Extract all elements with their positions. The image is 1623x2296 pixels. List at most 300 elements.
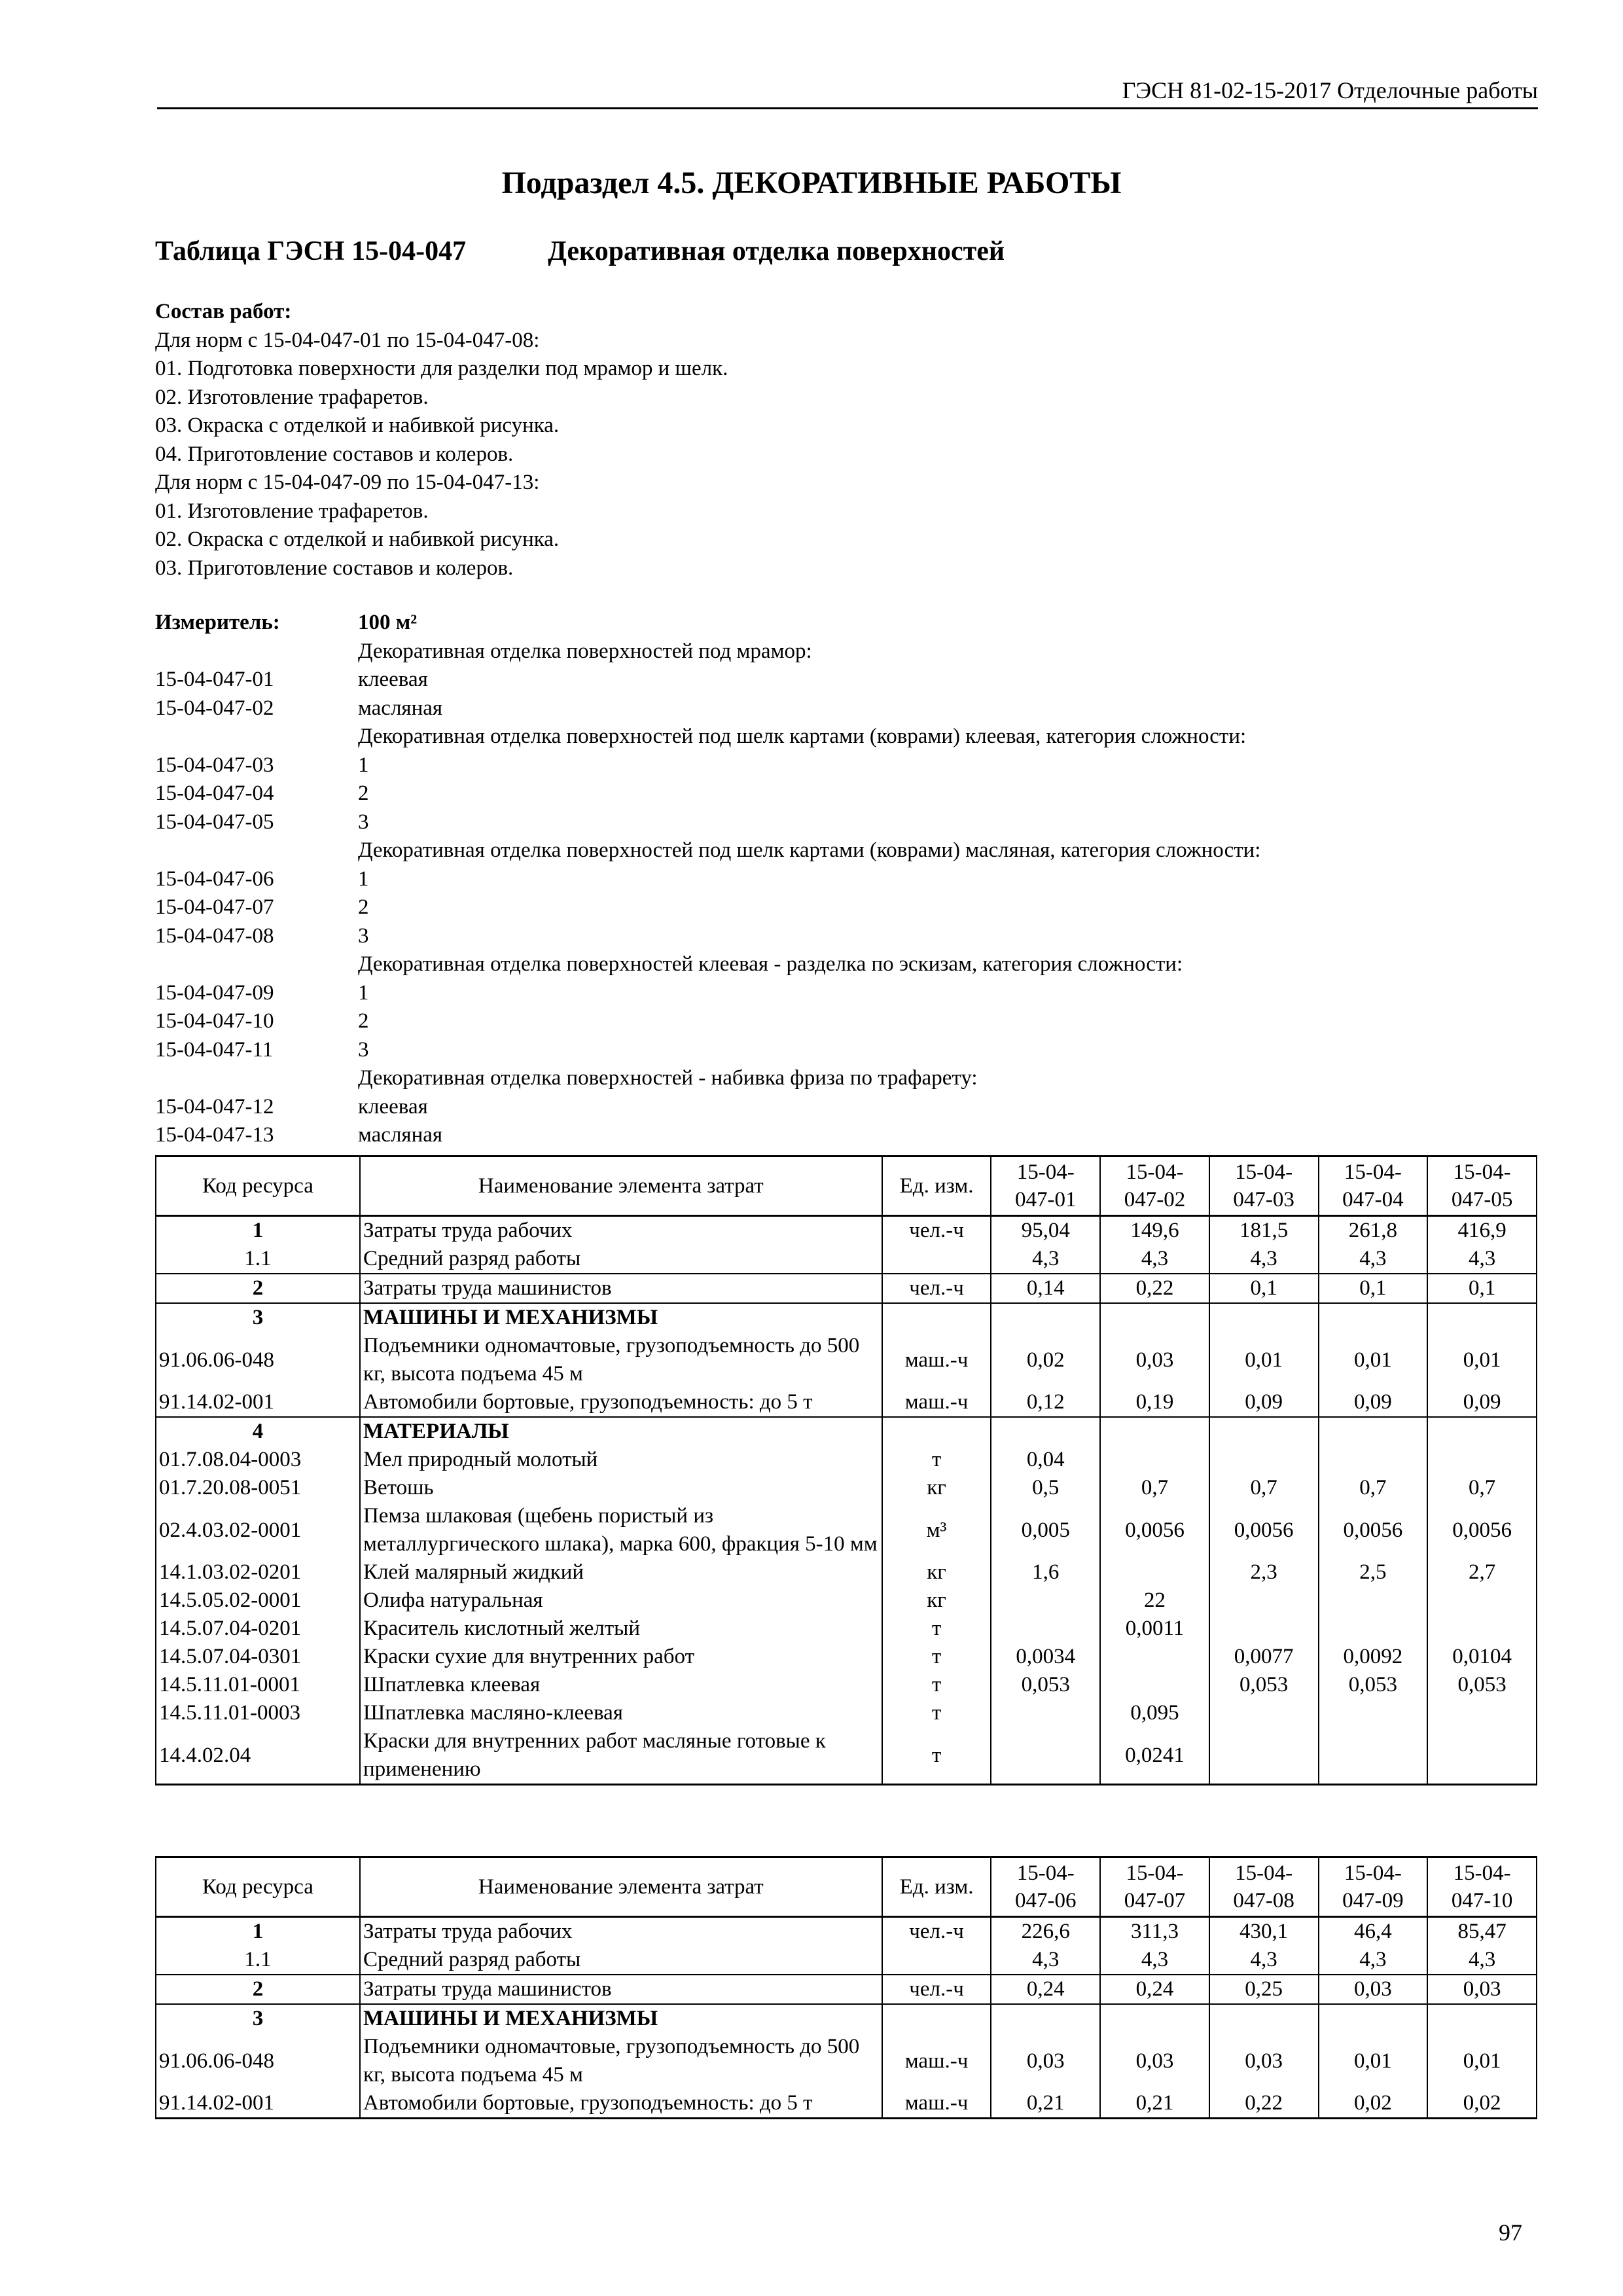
norm-code [155,1064,358,1093]
norm-value [1319,1417,1428,1446]
composition-line: Для норм с 15-04-047-01 по 15-04-047-08: [155,328,540,352]
norm-value: 85,47 [1427,1917,1537,1946]
norm-code: 15-04-047-04 [155,781,274,805]
cost-element-name: МАТЕРИАЛЫ [360,1417,882,1446]
norm-value [1209,1417,1319,1446]
resource-code: 2 [156,1975,360,2004]
unit-cell: т [882,1727,991,1785]
resource-code: 2 [156,1274,360,1303]
table-header-row [156,1157,1537,1216]
norm-value: 0,7 [1209,1474,1319,1502]
unit-cell: кг [882,1587,991,1615]
norm-value [1319,1615,1428,1643]
meter-row [155,893,1260,922]
norm-description: Декоративная отделка поверхностей - набивка фриза по трафарету: [358,1066,978,1090]
norm-value [1319,1699,1428,1727]
table-row [156,1417,1537,1446]
resource-code: 14.5.07.04-0301 [156,1643,360,1671]
norm-description: масляная [358,1123,443,1147]
table-title [155,236,1005,267]
table-row [156,1245,1537,1274]
norm-value: 0,21 [1100,2089,1209,2119]
table-row [156,1474,1537,1502]
meter-row [155,836,1260,865]
resource-code: 14.5.11.01-0003 [156,1699,360,1727]
unit-cell: т [882,1643,991,1671]
norm-value [991,1699,1100,1727]
norm-code: 15-04-047-12 [155,1094,274,1119]
norm-description: 3 [358,1037,369,1062]
norm-value: 0,09 [1427,1388,1537,1417]
table-number: Таблица ГЭСН 15-04-047 [155,236,467,266]
table-row [156,1643,1537,1671]
norm-value: 0,0241 [1100,1727,1209,1785]
cost-element-name: Клей малярный жидкий [360,1558,882,1587]
norm-code: 15-04-047-01 [155,668,274,691]
norm-value: 4,3 [1100,1946,1209,1975]
cost-element-name: Автомобили бортовые, грузоподъемность: до 5 т [360,1388,882,1417]
norm-description: клеевая [358,668,428,691]
table-row [156,1615,1537,1643]
norm-value: 0,01 [1427,2033,1537,2089]
meter-row [155,780,1260,808]
norm-value [1319,1446,1428,1474]
table-row [156,2004,1537,2033]
unit-cell [882,1245,991,1274]
composition-line: 03. Приготовление составов и колеров. [155,556,514,580]
meter-row [155,1093,1260,1122]
norm-value: 0,04 [991,1446,1100,1474]
cost-element-name: Затраты труда рабочих [360,1917,882,1946]
norm-value: 0,02 [1319,2089,1428,2119]
meter-row [155,694,1260,723]
resource-code: 1.1 [156,1946,360,1975]
norm-value: 0,5 [991,1474,1100,1502]
norm-value: 181,5 [1209,1216,1319,1246]
cost-element-name: Затраты труда рабочих [360,1216,882,1246]
norm-description: 3 [358,810,369,834]
unit-cell: маш.-ч [882,2089,991,2119]
resource-table-2 [155,1856,1537,2119]
meter-block [155,609,1260,1150]
norm-value: 0,01 [1319,1332,1428,1388]
running-header: ГЭСН 81-02-15-2017 Отделочные работы [157,73,1538,109]
norm-code [155,637,358,666]
norm-value [1209,1446,1319,1474]
table-row [156,1917,1537,1946]
norm-code: 15-04-047-07 [155,895,274,919]
cost-element-name: Краситель кислотный желтый [360,1615,882,1643]
column-header: Наименование элемента затрат [360,1857,882,1917]
norm-value [1209,1303,1319,1332]
norm-value: 0,03 [1319,1975,1428,2004]
norm-value [1209,1727,1319,1785]
norm-value: 0,053 [1319,1671,1428,1699]
norm-value [1209,1615,1319,1643]
norm-value: 0,7 [1427,1474,1537,1502]
cost-element-name: МАШИНЫ И МЕХАНИЗМЫ [360,1303,882,1332]
meter-row [155,922,1260,951]
resource-code: 01.7.20.08-0051 [156,1474,360,1502]
cost-element-name: Ветошь [360,1474,882,1502]
composition-line: 02. Окраска с отделкой и набивкой рисунка. [155,528,560,551]
norm-value: 4,3 [1319,1245,1428,1274]
cost-element-name: Мел природный молотый [360,1446,882,1474]
column-header: 15-04- 047-10 [1427,1857,1537,1917]
norm-value: 0,0056 [1319,1502,1428,1558]
norm-description: Декоративная отделка поверхностей клеевая - разделка по эскизам, категория сложности: [358,952,1183,976]
norm-value [991,1615,1100,1643]
norm-value: 0,1 [1319,1274,1428,1303]
column-header: 15-04- 047-03 [1209,1157,1319,1216]
norm-value: 0,0056 [1100,1502,1209,1558]
meter-row [155,865,1260,894]
norm-description: масляная [358,696,443,720]
norm-value: 0,01 [1319,2033,1428,2089]
unit-cell [882,2004,991,2033]
norm-value: 0,19 [1100,1388,1209,1417]
column-header: 15-04- 047-05 [1427,1157,1537,1216]
norm-value: 0,03 [1209,2033,1319,2089]
norm-code: 15-04-047-06 [155,867,274,891]
cost-element-name: Шпатлевка клеевая [360,1671,882,1699]
composition-line: 04. Приготовление составов и колеров. [155,442,514,466]
norm-description: 3 [358,924,369,948]
norm-description: Декоративная отделка поверхностей под мрамор: [358,639,812,663]
norm-code [155,723,358,751]
norm-value: 2,7 [1427,1558,1537,1587]
norm-value [1427,2004,1537,2033]
norm-value [1100,1303,1209,1332]
cost-element-name: Подъемники одномачтовые, грузоподъемность до 500 кг, высота подъема 45 м [360,1332,882,1388]
cost-element-name: Пемза шлаковая (щебень пористый из металлургического шлака), марка 600, фракция 5-10 мм [360,1502,882,1558]
norm-value: 261,8 [1319,1216,1428,1246]
column-header: 15-04- 047-09 [1319,1857,1428,1917]
page-number: 97 [1499,2219,1522,2246]
table-row [156,1388,1537,1417]
norm-value [1319,2004,1428,2033]
norm-description: 2 [358,1009,369,1033]
norm-value: 2,5 [1319,1558,1428,1587]
norm-value: 0,14 [991,1274,1100,1303]
table-row [156,1216,1537,1246]
norm-value [1427,1615,1537,1643]
norm-value [1319,1303,1428,1332]
composition-heading: Состав работ: [155,300,292,323]
norm-value [1209,1587,1319,1615]
norm-value: 0,02 [1427,2089,1537,2119]
norm-value [1100,2004,1209,2033]
norm-value: 0,25 [1209,1975,1319,2004]
norm-description: 1 [358,980,369,1005]
norm-description: 1 [358,867,369,891]
table-row [156,1587,1537,1615]
norm-value: 0,0077 [1209,1643,1319,1671]
table-row [156,1558,1537,1587]
norm-value: 0,0056 [1209,1502,1319,1558]
norm-value: 0,09 [1209,1388,1319,1417]
norm-value: 0,02 [991,1332,1100,1388]
table-row [156,1975,1537,2004]
meter-row [155,637,1260,666]
norm-value [1100,1643,1209,1671]
norm-value: 0,0104 [1427,1643,1537,1671]
norm-value: 0,22 [1209,2089,1319,2119]
meter-row [155,1064,1260,1093]
cost-element-name: Средний разряд работы [360,1946,882,1975]
table-row [156,1303,1537,1332]
resource-code: 3 [156,2004,360,2033]
meter-row [155,1036,1260,1065]
norm-value: 0,22 [1100,1274,1209,1303]
norm-value: 0,1 [1427,1274,1537,1303]
cost-element-name: Затраты труда машинистов [360,1274,882,1303]
table-row [156,1699,1537,1727]
cost-element-name: Затраты труда машинистов [360,1975,882,2004]
unit-cell: маш.-ч [882,2033,991,2089]
resource-code: 02.4.03.02-0001 [156,1502,360,1558]
norm-value: 0,03 [1100,2033,1209,2089]
norm-value [991,1417,1100,1446]
norm-code [155,950,358,979]
norm-value [1427,1587,1537,1615]
norm-value: 0,03 [991,2033,1100,2089]
norm-code: 15-04-047-11 [155,1037,274,1062]
table-row [156,2089,1537,2119]
column-header: 15-04- 047-04 [1319,1157,1428,1216]
norm-value: 0,24 [1100,1975,1209,2004]
norm-description: 2 [358,781,369,805]
norm-value [1427,1446,1537,1474]
resource-code: 91.14.02-001 [156,2089,360,2119]
norm-value: 46,4 [1319,1917,1428,1946]
table-name: Декоративная отделка поверхностей [548,236,1005,266]
norm-code: 15-04-047-08 [155,924,274,948]
unit-cell: т [882,1671,991,1699]
meter-unit: 100 м² [358,611,418,634]
cost-element-name: Автомобили бортовые, грузоподъемность: до 5 т [360,2089,882,2119]
norm-value: 4,3 [1319,1946,1428,1975]
meter-row [155,979,1260,1008]
norm-value [1319,1587,1428,1615]
norm-description: Декоративная отделка поверхностей под шелк картами (коврами) клеевая, категория сложности: [358,725,1247,748]
meter-row [155,751,1260,780]
unit-cell: т [882,1699,991,1727]
table-row [156,1671,1537,1699]
resource-code: 1 [156,1216,360,1246]
norm-value: 4,3 [1209,1946,1319,1975]
norm-value [1100,1671,1209,1699]
norm-code: 15-04-047-05 [155,810,274,834]
resource-code: 1.1 [156,1245,360,1274]
norm-value: 4,3 [991,1946,1100,1975]
meter-row [155,1121,1260,1150]
unit-cell: кг [882,1558,991,1587]
table-row [156,1946,1537,1975]
norm-code: 15-04-047-10 [155,1009,274,1033]
column-header: Ед. изм. [882,1857,991,1917]
norm-value: 311,3 [1100,1917,1209,1946]
norm-value [1427,1303,1537,1332]
table-header-row [156,1857,1537,1917]
norm-value: 0,053 [1427,1671,1537,1699]
norm-value: 4,3 [1209,1245,1319,1274]
table-row [156,2033,1537,2089]
cost-element-name: МАШИНЫ И МЕХАНИЗМЫ [360,2004,882,2033]
norm-value: 0,095 [1100,1699,1209,1727]
norm-value: 149,6 [1100,1216,1209,1246]
norm-code [155,836,358,865]
norm-value: 0,7 [1319,1474,1428,1502]
norm-description: клеевая [358,1094,428,1119]
composition-line: 03. Окраска с отделкой и набивкой рисунка. [155,414,560,437]
table-row [156,1274,1537,1303]
norm-code: 15-04-047-03 [155,753,274,777]
norm-value: 0,01 [1209,1332,1319,1388]
unit-cell: чел.-ч [882,1975,991,2004]
norm-code: 15-04-047-09 [155,980,274,1005]
norm-value: 0,7 [1100,1474,1209,1502]
norm-value: 0,005 [991,1502,1100,1558]
unit-cell: маш.-ч [882,1332,991,1388]
meter-row [155,666,1260,694]
unit-cell: маш.-ч [882,1388,991,1417]
column-header: 15-04- 047-01 [991,1157,1100,1216]
resource-code: 4 [156,1417,360,1446]
table-row [156,1502,1537,1558]
work-composition [155,298,728,583]
column-header: 15-04- 047-08 [1209,1857,1319,1917]
unit-cell: чел.-ч [882,1274,991,1303]
column-header: Код ресурса [156,1157,360,1216]
norm-value: 1,6 [991,1558,1100,1587]
unit-cell: чел.-ч [882,1216,991,1246]
unit-cell: чел.-ч [882,1917,991,1946]
column-header: 15-04- 047-02 [1100,1157,1209,1216]
norm-value [1209,1699,1319,1727]
cost-element-name: Краски для внутренних работ масляные готовые к применению [360,1727,882,1785]
norm-value [1427,1699,1537,1727]
column-header: Код ресурса [156,1857,360,1917]
norm-description: Декоративная отделка поверхностей под шелк картами (коврами) масляная, категория сложности: [358,838,1261,862]
resource-code: 3 [156,1303,360,1332]
resource-table-1 [155,1155,1537,1785]
cost-element-name: Средний разряд работы [360,1245,882,1274]
norm-value [1100,1446,1209,1474]
norm-description: 1 [358,753,369,777]
meter-row [155,723,1260,751]
resource-code: 14.1.03.02-0201 [156,1558,360,1587]
cost-element-name: Подъемники одномачтовые, грузоподъемность до 500 кг, высота подъема 45 м [360,2033,882,2089]
resource-code: 14.5.05.02-0001 [156,1587,360,1615]
norm-value [991,1727,1100,1785]
norm-value: 95,04 [991,1216,1100,1246]
table-row [156,1727,1537,1785]
resource-code: 14.5.07.04-0201 [156,1615,360,1643]
norm-value: 4,3 [1100,1245,1209,1274]
norm-value: 0,01 [1427,1332,1537,1388]
meter-row [155,950,1260,979]
norm-value: 0,0056 [1427,1502,1537,1558]
norm-value: 0,053 [991,1671,1100,1699]
meter-row [155,808,1260,837]
norm-value: 0,053 [1209,1671,1319,1699]
norm-value: 226,6 [991,1917,1100,1946]
meter-row [155,1007,1260,1036]
norm-value: 0,03 [1100,1332,1209,1388]
norm-value: 0,21 [991,2089,1100,2119]
meter-label: Измеритель: [155,611,280,634]
unit-cell [882,1303,991,1332]
norm-value: 0,12 [991,1388,1100,1417]
norm-value: 416,9 [1427,1216,1537,1246]
norm-value [1209,2004,1319,2033]
norm-value [1100,1558,1209,1587]
resource-code: 14.5.11.01-0001 [156,1671,360,1699]
unit-cell: м³ [882,1502,991,1558]
column-header: Наименование элемента затрат [360,1157,882,1216]
norm-code: 15-04-047-13 [155,1123,274,1147]
norm-value: 0,0092 [1319,1643,1428,1671]
norm-value [1319,1727,1428,1785]
norm-value: 2,3 [1209,1558,1319,1587]
cost-element-name: Олифа натуральная [360,1587,882,1615]
composition-line: 02. Изготовление трафаретов. [155,385,429,409]
norm-value [991,1303,1100,1332]
composition-line: Для норм с 15-04-047-09 по 15-04-047-13: [155,471,540,494]
norm-value: 22 [1100,1587,1209,1615]
column-header: Ед. изм. [882,1157,991,1216]
norm-value: 0,0034 [991,1643,1100,1671]
unit-cell [882,1417,991,1446]
resource-code: 91.14.02-001 [156,1388,360,1417]
norm-value: 0,0011 [1100,1615,1209,1643]
norm-value: 0,09 [1319,1388,1428,1417]
table-row [156,1446,1537,1474]
section-title: Подраздел 4.5. ДЕКОРАТИВНЫЕ РАБОТЫ [501,166,1122,200]
column-header: 15-04- 047-06 [991,1857,1100,1917]
table-row [156,1332,1537,1388]
norm-value [991,2004,1100,2033]
composition-line: 01. Изготовление трафаретов. [155,499,429,523]
resource-code: 01.7.08.04-0003 [156,1446,360,1474]
resource-code: 91.06.06-048 [156,2033,360,2089]
norm-value: 4,3 [1427,1946,1537,1975]
cost-element-name: Шпатлевка масляно-клеевая [360,1699,882,1727]
norm-value: 0,24 [991,1975,1100,2004]
resource-code: 91.06.06-048 [156,1332,360,1388]
norm-value [1427,1417,1537,1446]
norm-value [991,1587,1100,1615]
norm-code: 15-04-047-02 [155,696,274,720]
resource-code: 1 [156,1917,360,1946]
resource-code: 14.4.02.04 [156,1727,360,1785]
norm-value: 0,03 [1427,1975,1537,2004]
norm-description: 2 [358,895,369,919]
composition-line: 01. Подготовка поверхности для разделки под мрамор и шелк. [155,357,728,380]
norm-value: 430,1 [1209,1917,1319,1946]
norm-value [1100,1417,1209,1446]
unit-cell: кг [882,1474,991,1502]
norm-value: 4,3 [991,1245,1100,1274]
norm-value: 4,3 [1427,1245,1537,1274]
unit-cell: т [882,1446,991,1474]
unit-cell: т [882,1615,991,1643]
norm-value: 0,1 [1209,1274,1319,1303]
unit-cell [882,1946,991,1975]
cost-element-name: Краски сухие для внутренних работ [360,1643,882,1671]
norm-value [1427,1727,1537,1785]
